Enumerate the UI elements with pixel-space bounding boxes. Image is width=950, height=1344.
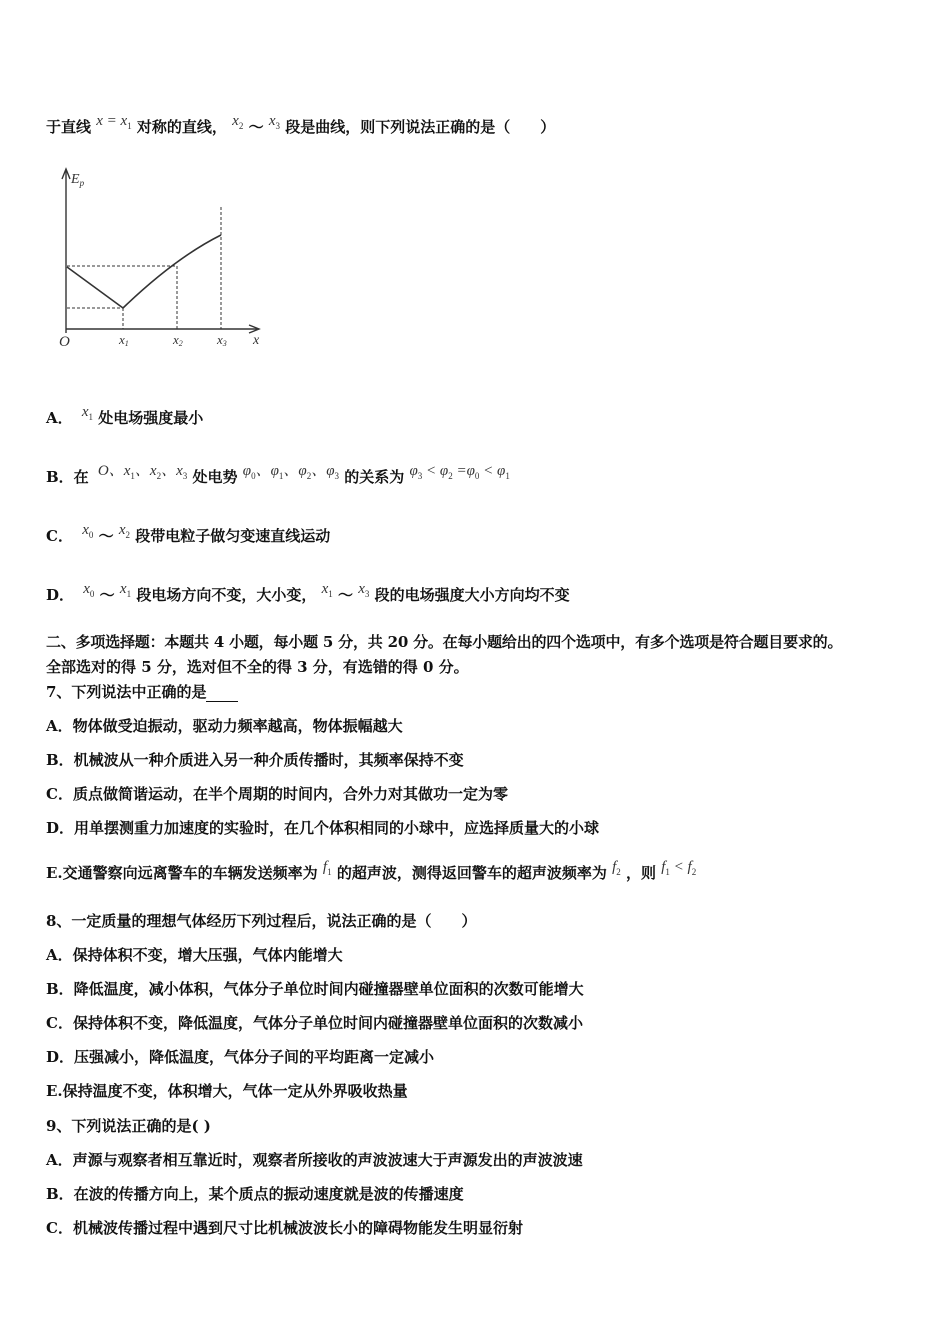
q6-option-c-tilde: ～ — [98, 527, 114, 545]
section2-heading-line2: 全部选对的得 5 分，选对但不全的得 3 分，有选错的得 0 分。 — [46, 658, 469, 676]
q6-option-b-label: B．在 — [46, 468, 89, 486]
q7-option-d: D．用单摆测重力加速度的实验时，在几个体积相同的小球中，应选择质量大的小球 — [46, 819, 600, 837]
ep-curve — [67, 267, 123, 308]
q6-option-c-label: C． — [46, 527, 73, 545]
q6-stem-text-1: 于直线 — [46, 118, 92, 136]
q6-option-d-tilde-1: ～ — [99, 586, 115, 604]
q8-option-b: B．降低温度，减小体积，气体分子单位时间内碰撞器壁单位面积的次数可能增大 — [46, 980, 584, 998]
q7-option-c: C．质点做简谐运动，在半个周期的时间内，合外力对其做功一定为零 — [46, 785, 508, 803]
q6-stem-text-2: 对称的直线， — [136, 118, 227, 136]
q6-option-d — [46, 581, 570, 606]
q9-stem: 9、下列说法正确的是( ) — [46, 1117, 211, 1135]
q6-stem-math-2: $x_2$ — [232, 113, 244, 131]
q6-option-a-math: $x_1$ — [81, 404, 94, 422]
graph-ylabel: $E_p$ — [71, 172, 85, 188]
graph-origin: O — [59, 334, 70, 350]
q6-option-d-math-2: $x_1$ — [119, 581, 132, 599]
q9-option-a: A．声源与观察者相互靠近时，观察者所接收的声波波速大于声源发出的声波波速 — [46, 1151, 583, 1169]
q7-option-e — [46, 859, 697, 884]
q6-stem-math-3: $x_3$ — [268, 113, 280, 131]
q7-option-e-f2: $f_2$ — [612, 859, 621, 877]
q7-option-e-text-1: E.交通警察向远离警车的车辆发送频率为 — [46, 864, 318, 882]
q7-option-b: B．机械波从一种介质进入另一种介质传播时，其频率保持不变 — [46, 751, 464, 769]
answer-blank — [206, 689, 238, 702]
q8-option-c: C．保持体积不变，降低温度，气体分子单位时间内碰撞器壁单位面积的次数减小 — [46, 1014, 583, 1032]
q7-stem — [46, 681, 238, 702]
q6-option-d-math-4: $x_3$ — [358, 581, 370, 599]
q6-stem-tilde: ～ — [248, 118, 264, 136]
graph-tick-x1: x1 — [119, 332, 129, 348]
q8-stem: 8、一定质量的理想气体经历下列过程后，说法正确的是（ ） — [46, 912, 477, 930]
q7-stem-text: 7、下列说法中正确的是 — [46, 683, 207, 701]
q6-option-a-label: A． — [46, 409, 73, 427]
q6-option-b — [46, 463, 510, 488]
q6-stem — [46, 113, 556, 138]
q9-option-c: C．机械波传播过程中遇到尺寸比机械波波长小的障碍物能发生明显衍射 — [46, 1219, 523, 1237]
q7-option-e-text-3: ，则 — [625, 864, 656, 882]
q6-option-c-math-1: $x_0$ — [82, 522, 94, 540]
q8-option-a: A．保持体积不变，增大压强，气体内能增大 — [46, 946, 343, 964]
q6-option-c-math-2: $x_2$ — [118, 522, 131, 540]
graph-tick-x2: x2 — [173, 332, 183, 348]
q6-option-d-math-1: $x_0$ — [83, 581, 95, 599]
q7-option-e-text-2: 的超声波，测得返回警车的超声波频率为 — [336, 864, 607, 882]
q7-option-a: A．物体做受迫振动，驱动力频率越高，物体振幅越大 — [46, 717, 403, 735]
ep-curve-right — [123, 235, 221, 308]
q6-option-b-text-1: 处电势 — [192, 468, 238, 486]
q6-option-a — [46, 404, 204, 429]
q6-option-b-relation: $\varphi_3 < \varphi_2 =\varphi_0 < \varphi_1$ — [409, 463, 510, 481]
q6-option-b-points: O、$x_1$、$x_2$、$x_3$ — [97, 463, 188, 481]
q7-option-e-relation: $f_1 < f_2$ — [661, 859, 697, 877]
q6-option-d-text-2: 段的电场强度大小方向均不变 — [374, 586, 570, 604]
q6-option-b-text-2: 的关系为 — [344, 468, 405, 486]
q7-option-e-f1: $f_1$ — [322, 859, 332, 877]
q6-option-a-text: 处电场强度最小 — [98, 409, 204, 427]
section2-heading-line1: 二、多项选择题：本题共 4 小题，每小题 5 分，共 20 分。在每小题给出的四个选项中，有多个选项是符合题目要求的。 — [46, 633, 843, 651]
potential-energy-graph — [55, 163, 275, 353]
q6-option-b-potentials: $\varphi_0$、$\varphi_1$、$\varphi_2$、$\varphi_3$ — [242, 463, 339, 481]
graph-xlabel: x — [253, 333, 260, 348]
q6-option-c — [46, 522, 331, 547]
graph-tick-x3: x3 — [217, 332, 227, 348]
q6-option-c-text: 段带电粒子做匀变速直线运动 — [135, 527, 331, 545]
q9-option-b: B．在波的传播方向上，某个质点的振动速度就是波的传播速度 — [46, 1185, 464, 1203]
q6-stem-math-1: $x = x_1$ — [96, 113, 132, 131]
q6-option-d-tilde-2: ～ — [337, 586, 353, 604]
q6-stem-text-3: 段是曲线，则下列说法正确的是（ ） — [285, 118, 556, 136]
q8-option-d: D．压强减小，降低温度，气体分子间的平均距离一定减小 — [46, 1048, 435, 1066]
q6-option-d-math-3: $x_1$ — [321, 581, 333, 599]
q8-option-e: E.保持温度不变，体积增大，气体一定从外界吸收热量 — [46, 1082, 408, 1100]
q6-option-d-text-1: 段电场方向不变，大小变， — [136, 586, 317, 604]
q6-option-d-label: D． — [46, 586, 75, 604]
